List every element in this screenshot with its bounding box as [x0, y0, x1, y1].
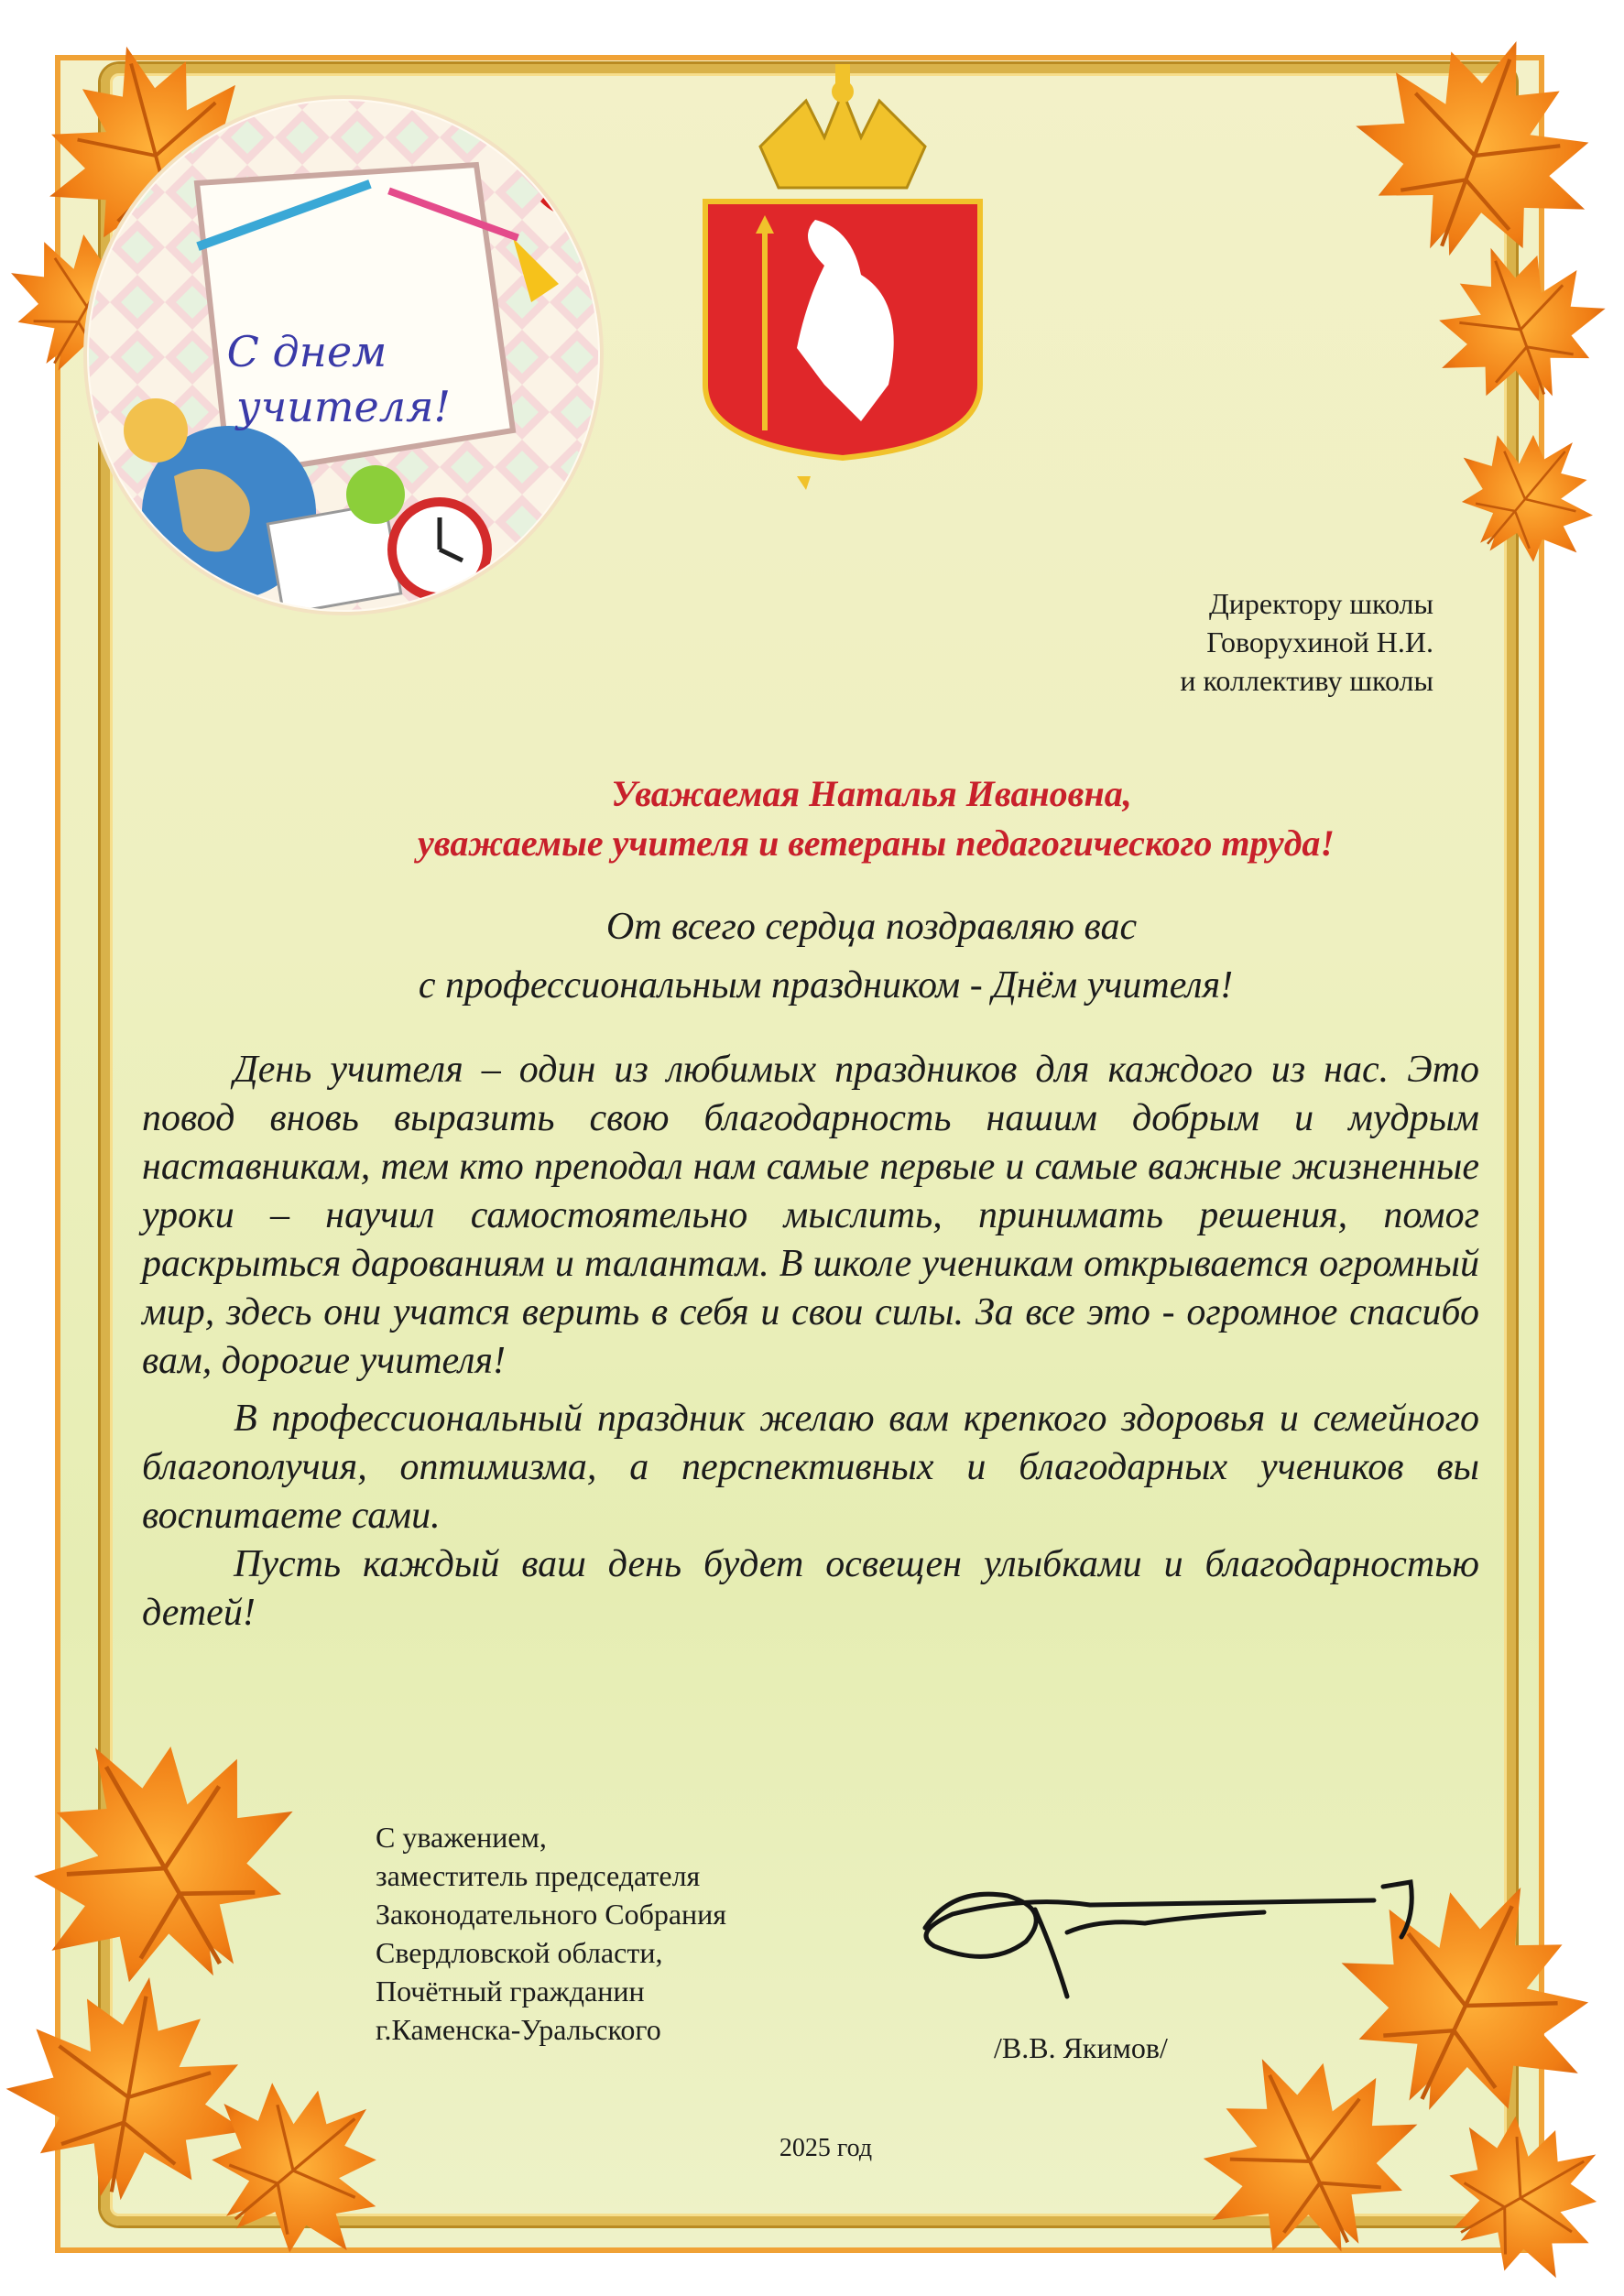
salutation-line: уважаемые учителя и ветераны педагогического труда!	[418, 822, 1335, 864]
apple-icon	[346, 465, 405, 524]
badge-line-1: С днем	[226, 327, 387, 376]
signer-name: /В.В. Якимов/	[994, 2031, 1168, 2064]
congratulation-line: с профессиональным праздником - Днём учителя!	[418, 964, 1234, 1007]
letter-body	[142, 1046, 1479, 1638]
closing-block	[376, 1818, 726, 2049]
badge-line-2: учителя!	[236, 382, 451, 431]
closing-line: заместитель председателя	[376, 1859, 701, 1892]
coat-of-arms-icon	[705, 64, 980, 490]
closing-line: г.Каменска-Уральского	[376, 2013, 661, 2046]
teachers-day-badge	[82, 92, 605, 623]
closing-line: С уважением,	[376, 1821, 547, 1854]
salutation-line: Уважаемая Наталья Ивановна,	[611, 773, 1132, 814]
salutation	[0, 769, 1624, 868]
closing-line: Почётный гражданин	[376, 1975, 645, 2008]
palette-icon	[124, 398, 188, 462]
body-paragraph: День учителя – один из любимых праздников для каждого из нас. Это повод вновь выразить свою благодарность нашим добрым и мудрым наставникам, тем кто преподал нам самые первые и самые важные жизненные уроки – научил самостоятельно мыслить, принимать решения, помог раскрыться дарованиям и талантам. В школе ученикам открывается огромный мир, здесь они учатся верить в себя и свои силы. За все это - огромное спасибо вам, дорогие учителя!	[142, 1049, 1479, 1382]
closing-line: Свердловской области,	[376, 1936, 663, 1969]
body-paragraph: В профессиональный праздник желаю вам крепкого здоровья и семейного благополучия, оптимизма, а перспективных и благодарных учеников вы воспитаете сами.	[142, 1398, 1479, 1537]
signature-image	[925, 1882, 1411, 1997]
closing-line: Законодательного Собрания	[376, 1898, 727, 1931]
congratulation-line: От всего сердца поздравляю вас	[605, 906, 1138, 948]
recipient-line: и коллективу школы	[1180, 664, 1433, 697]
recipient-block	[1180, 584, 1433, 700]
recipient-line: Говорухиной Н.И.	[1206, 626, 1433, 658]
recipient-line: Директору школы	[1208, 587, 1433, 620]
body-paragraph: Пусть каждый ваш день будет освещен улыбками и благодарностью детей!	[142, 1543, 1479, 1634]
year-label: 2025 год	[779, 2134, 873, 2162]
congratulation-lead	[0, 898, 1624, 1015]
